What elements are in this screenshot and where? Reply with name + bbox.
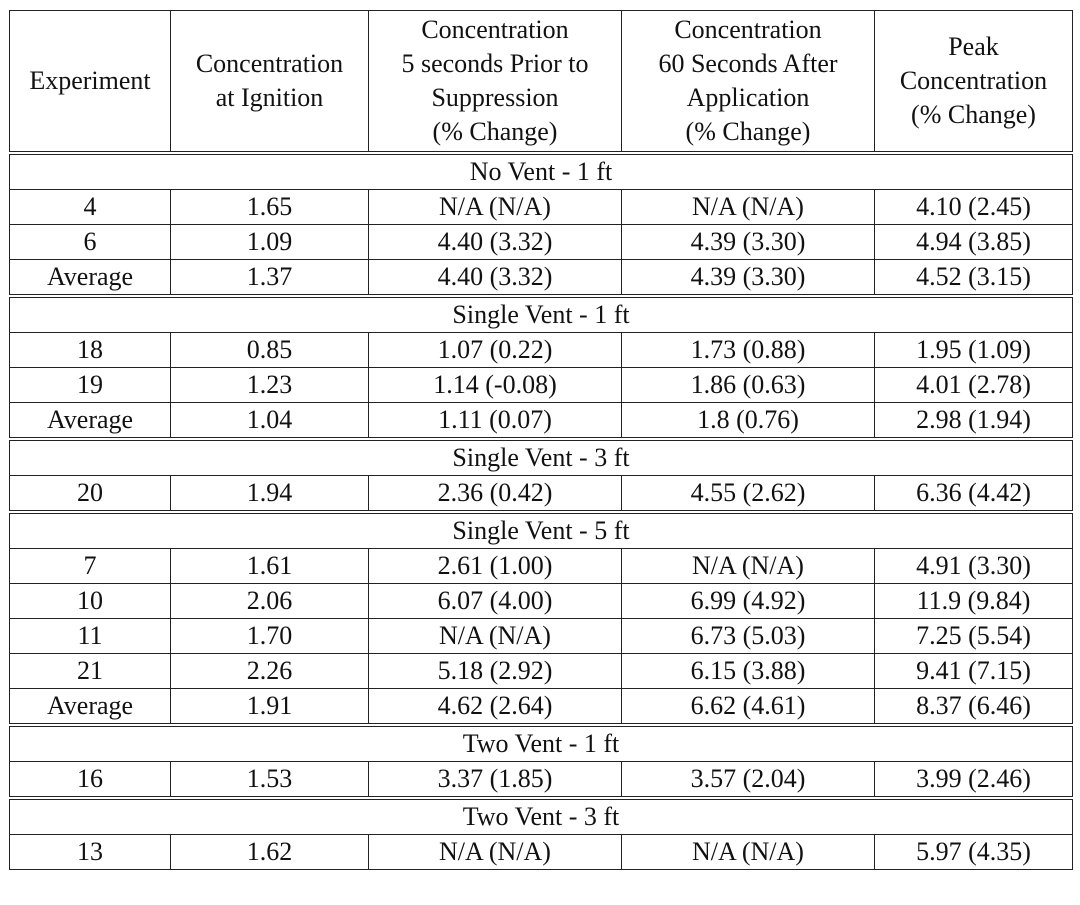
- table-cell: 4.52 (3.15): [875, 260, 1073, 295]
- table-row: [10, 762, 1073, 797]
- table-cell: 5.97 (4.35): [875, 835, 1073, 870]
- table-header: [10, 11, 1073, 152]
- table-cell: 9.41 (7.15): [875, 654, 1073, 689]
- table-row: [10, 190, 1073, 225]
- table-cell: 20: [10, 476, 171, 511]
- table-cell: 1.53: [171, 762, 369, 797]
- header-experiment: [10, 11, 171, 152]
- header-line: (% Change): [685, 117, 811, 146]
- table-cell: 4.39 (3.30): [622, 225, 875, 260]
- group-title: Single Vent - 5 ft: [10, 514, 1073, 549]
- table-cell: 6.07 (4.00): [369, 584, 622, 619]
- header-concentration-at-ignition: [171, 11, 369, 152]
- table-cell: 1.94: [171, 476, 369, 511]
- table-cell: 1.95 (1.09): [875, 333, 1073, 368]
- header-concentration-after-application: [622, 11, 875, 152]
- table-cell: 11.9 (9.84): [875, 584, 1073, 619]
- table-cell: 10: [10, 584, 171, 619]
- table-cell: 1.04: [171, 403, 369, 438]
- header-line: (% Change): [911, 100, 1036, 129]
- group-title-row: [10, 514, 1073, 549]
- table-cell: 2.61 (1.00): [369, 549, 622, 584]
- table-cell: 8.37 (6.46): [875, 689, 1073, 724]
- group-title: Two Vent - 1 ft: [10, 727, 1073, 762]
- table-cell: 7: [10, 549, 171, 584]
- table-cell: 1.23: [171, 368, 369, 403]
- table-cell: 1.11 (0.07): [369, 403, 622, 438]
- table-cell: 4.39 (3.30): [622, 260, 875, 295]
- table-cell: 4.91 (3.30): [875, 549, 1073, 584]
- table-row: [10, 584, 1073, 619]
- header-line: 5 seconds Prior to: [401, 49, 589, 78]
- table-cell: 21: [10, 654, 171, 689]
- table-row: [10, 476, 1073, 511]
- table-cell: Average: [10, 260, 171, 295]
- table-row: [10, 333, 1073, 368]
- table-cell: 3.99 (2.46): [875, 762, 1073, 797]
- table-cell: 4.94 (3.85): [875, 225, 1073, 260]
- table-cell: 1.91: [171, 689, 369, 724]
- table-row: [10, 835, 1073, 870]
- table-cell: 4.55 (2.62): [622, 476, 875, 511]
- table-cell: 6.15 (3.88): [622, 654, 875, 689]
- header-line: Concentration: [674, 15, 822, 44]
- table-cell: 4: [10, 190, 171, 225]
- header-line: Concentration: [421, 15, 569, 44]
- table-cell: N/A (N/A): [622, 190, 875, 225]
- table-cell: 1.65: [171, 190, 369, 225]
- table-row: [10, 260, 1073, 295]
- table-cell: 6.62 (4.61): [622, 689, 875, 724]
- header-line: 60 Seconds After: [658, 49, 838, 78]
- group-title: Single Vent - 3 ft: [10, 441, 1073, 476]
- table-cell: Average: [10, 689, 171, 724]
- table-cell: N/A (N/A): [622, 549, 875, 584]
- table-cell: 6.36 (4.42): [875, 476, 1073, 511]
- table-cell: 1.73 (0.88): [622, 333, 875, 368]
- header-line: Concentration: [195, 49, 344, 78]
- table-cell: 1.09: [171, 225, 369, 260]
- table-cell: 6: [10, 225, 171, 260]
- table-cell: 16: [10, 762, 171, 797]
- header-line: Application: [686, 83, 810, 112]
- table-cell: 2.26: [171, 654, 369, 689]
- table-cell: 3.37 (1.85): [369, 762, 622, 797]
- group-title-row: [10, 441, 1073, 476]
- header-line: (% Change): [432, 117, 558, 146]
- table-cell: N/A (N/A): [369, 190, 622, 225]
- group-title-row: [10, 298, 1073, 333]
- table-row: [10, 368, 1073, 403]
- group-title-row: [10, 800, 1073, 835]
- table-row: [10, 689, 1073, 724]
- group-title: Two Vent - 3 ft: [10, 800, 1073, 835]
- header-concentration-prior-suppression: [369, 11, 622, 152]
- table-cell: 3.57 (2.04): [622, 762, 875, 797]
- table-cell: 5.18 (2.92): [369, 654, 622, 689]
- table-cell: 1.62: [171, 835, 369, 870]
- table-row: [10, 619, 1073, 654]
- table-cell: 1.86 (0.63): [622, 368, 875, 403]
- header-line: Concentration: [899, 66, 1048, 95]
- table-cell: 4.62 (2.64): [369, 689, 622, 724]
- table-cell: 11: [10, 619, 171, 654]
- table-cell: 1.70: [171, 619, 369, 654]
- header-line: at Ignition: [215, 83, 324, 112]
- table-cell: 7.25 (5.54): [875, 619, 1073, 654]
- header-line: Experiment: [29, 66, 151, 95]
- group-title-row: [10, 155, 1073, 190]
- concentration-table: [9, 10, 1073, 870]
- table-cell: 1.14 (-0.08): [369, 368, 622, 403]
- header-row: [10, 11, 1073, 152]
- group-title-row: [10, 727, 1073, 762]
- table-cell: Average: [10, 403, 171, 438]
- table-body: [10, 152, 1073, 870]
- table-row: [10, 654, 1073, 689]
- table-cell: 13: [10, 835, 171, 870]
- table-cell: 6.73 (5.03): [622, 619, 875, 654]
- table-cell: 6.99 (4.92): [622, 584, 875, 619]
- header-peak-concentration: [875, 11, 1073, 152]
- table-cell: 1.37: [171, 260, 369, 295]
- header-line: Suppression: [431, 83, 559, 112]
- table-cell: 4.40 (3.32): [369, 260, 622, 295]
- header-line: Peak: [948, 32, 999, 61]
- table-cell: 19: [10, 368, 171, 403]
- table-cell: 1.8 (0.76): [622, 403, 875, 438]
- table-cell: 1.07 (0.22): [369, 333, 622, 368]
- table-row: [10, 549, 1073, 584]
- table-cell: 4.01 (2.78): [875, 368, 1073, 403]
- table-cell: 0.85: [171, 333, 369, 368]
- table-cell: N/A (N/A): [622, 835, 875, 870]
- group-title: Single Vent - 1 ft: [10, 298, 1073, 333]
- group-title: No Vent - 1 ft: [10, 155, 1073, 190]
- table-row: [10, 225, 1073, 260]
- table-cell: 2.06: [171, 584, 369, 619]
- table-cell: 1.61: [171, 549, 369, 584]
- table-cell: 2.36 (0.42): [369, 476, 622, 511]
- table-cell: 18: [10, 333, 171, 368]
- table-cell: 2.98 (1.94): [875, 403, 1073, 438]
- table-row: [10, 403, 1073, 438]
- table-cell: N/A (N/A): [369, 835, 622, 870]
- table-cell: N/A (N/A): [369, 619, 622, 654]
- table-cell: 4.10 (2.45): [875, 190, 1073, 225]
- table-cell: 4.40 (3.32): [369, 225, 622, 260]
